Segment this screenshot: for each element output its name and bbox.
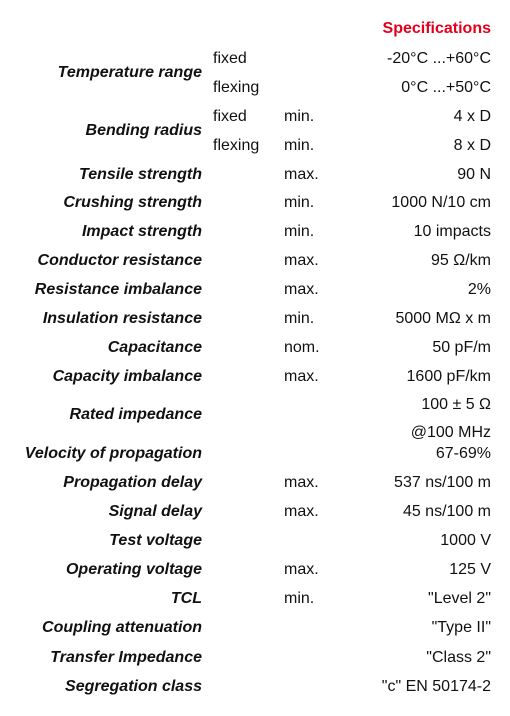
spec-label: Conductor resistance <box>37 252 202 269</box>
spec-limit: max. <box>284 561 319 578</box>
spec-value: "Type II" <box>431 619 491 636</box>
spec-value: 10 impacts <box>413 223 491 240</box>
spec-limit: nom. <box>284 339 320 356</box>
spec-label: Test voltage <box>109 532 202 549</box>
spec-label: Segregation class <box>65 678 202 695</box>
spec-limit: max. <box>284 281 319 298</box>
spec-value: 1600 pF/km <box>406 368 491 385</box>
spec-limit: min. <box>284 108 315 125</box>
spec-value: 537 ns/100 m <box>394 474 491 491</box>
spec-label: Capacity imbalance <box>52 368 202 385</box>
spec-label: Resistance imbalance <box>34 281 202 298</box>
spec-label: Coupling attenuation <box>42 619 202 636</box>
spec-value: 95 Ω/km <box>431 252 491 269</box>
spec-value: 90 N <box>457 166 491 183</box>
spec-value: 45 ns/100 m <box>402 503 491 520</box>
spec-label: TCL <box>170 590 202 607</box>
spec-value: "Level 2" <box>428 590 491 607</box>
spec-condition: flexing <box>213 79 260 96</box>
spec-label-temperature-range: Temperature range <box>57 64 202 81</box>
spec-limit: min. <box>284 310 315 327</box>
spec-value: 100 ± 5 Ω <box>421 396 491 413</box>
spec-value: 0°C ...+50°C <box>401 79 491 96</box>
spec-value: "c" EN 50174-2 <box>381 678 491 695</box>
spec-condition: flexing <box>213 137 260 154</box>
spec-label: Insulation resistance <box>42 310 202 327</box>
spec-limit: min. <box>284 223 315 240</box>
spec-value: -20°C ...+60°C <box>387 50 491 67</box>
spec-value: 1000 N/10 cm <box>391 194 491 211</box>
spec-label: Impact strength <box>81 223 202 240</box>
spec-value: "Class 2" <box>426 649 491 666</box>
spec-value: 67-69% <box>435 445 491 462</box>
spec-label: Signal delay <box>108 503 202 520</box>
spec-value-frequency: @100 MHz <box>410 424 491 441</box>
spec-value: 5000 MΩ x m <box>395 310 491 327</box>
spec-label: Transfer Impedance <box>50 649 202 666</box>
spec-condition: fixed <box>213 108 247 125</box>
spec-limit: min. <box>284 590 315 607</box>
spec-limit: max. <box>284 474 319 491</box>
spec-value: 125 V <box>449 561 491 578</box>
spec-limit: max. <box>284 166 319 183</box>
spec-label: Tensile strength <box>79 166 202 183</box>
spec-label: Capacitance <box>107 339 202 356</box>
spec-condition: fixed <box>213 50 247 67</box>
spec-label: Rated impedance <box>69 406 202 423</box>
spec-limit: max. <box>284 252 319 269</box>
spec-label: Crushing strength <box>63 194 202 211</box>
spec-label: Operating voltage <box>65 561 202 578</box>
spec-limit: max. <box>284 503 319 520</box>
spec-limit: min. <box>284 137 315 154</box>
spec-label-bending-radius: Bending radius <box>85 122 202 139</box>
spec-label: Velocity of propagation <box>24 445 202 462</box>
spec-value: 1000 V <box>440 532 491 549</box>
spec-label: Propagation delay <box>63 474 202 491</box>
spec-value: 4 x D <box>453 108 491 125</box>
specifications-header: Specifications <box>382 20 491 37</box>
spec-limit: max. <box>284 368 319 385</box>
spec-limit: min. <box>284 194 315 211</box>
spec-value: 2% <box>467 281 491 298</box>
spec-value: 8 x D <box>453 137 491 154</box>
spec-value: 50 pF/m <box>432 339 491 356</box>
